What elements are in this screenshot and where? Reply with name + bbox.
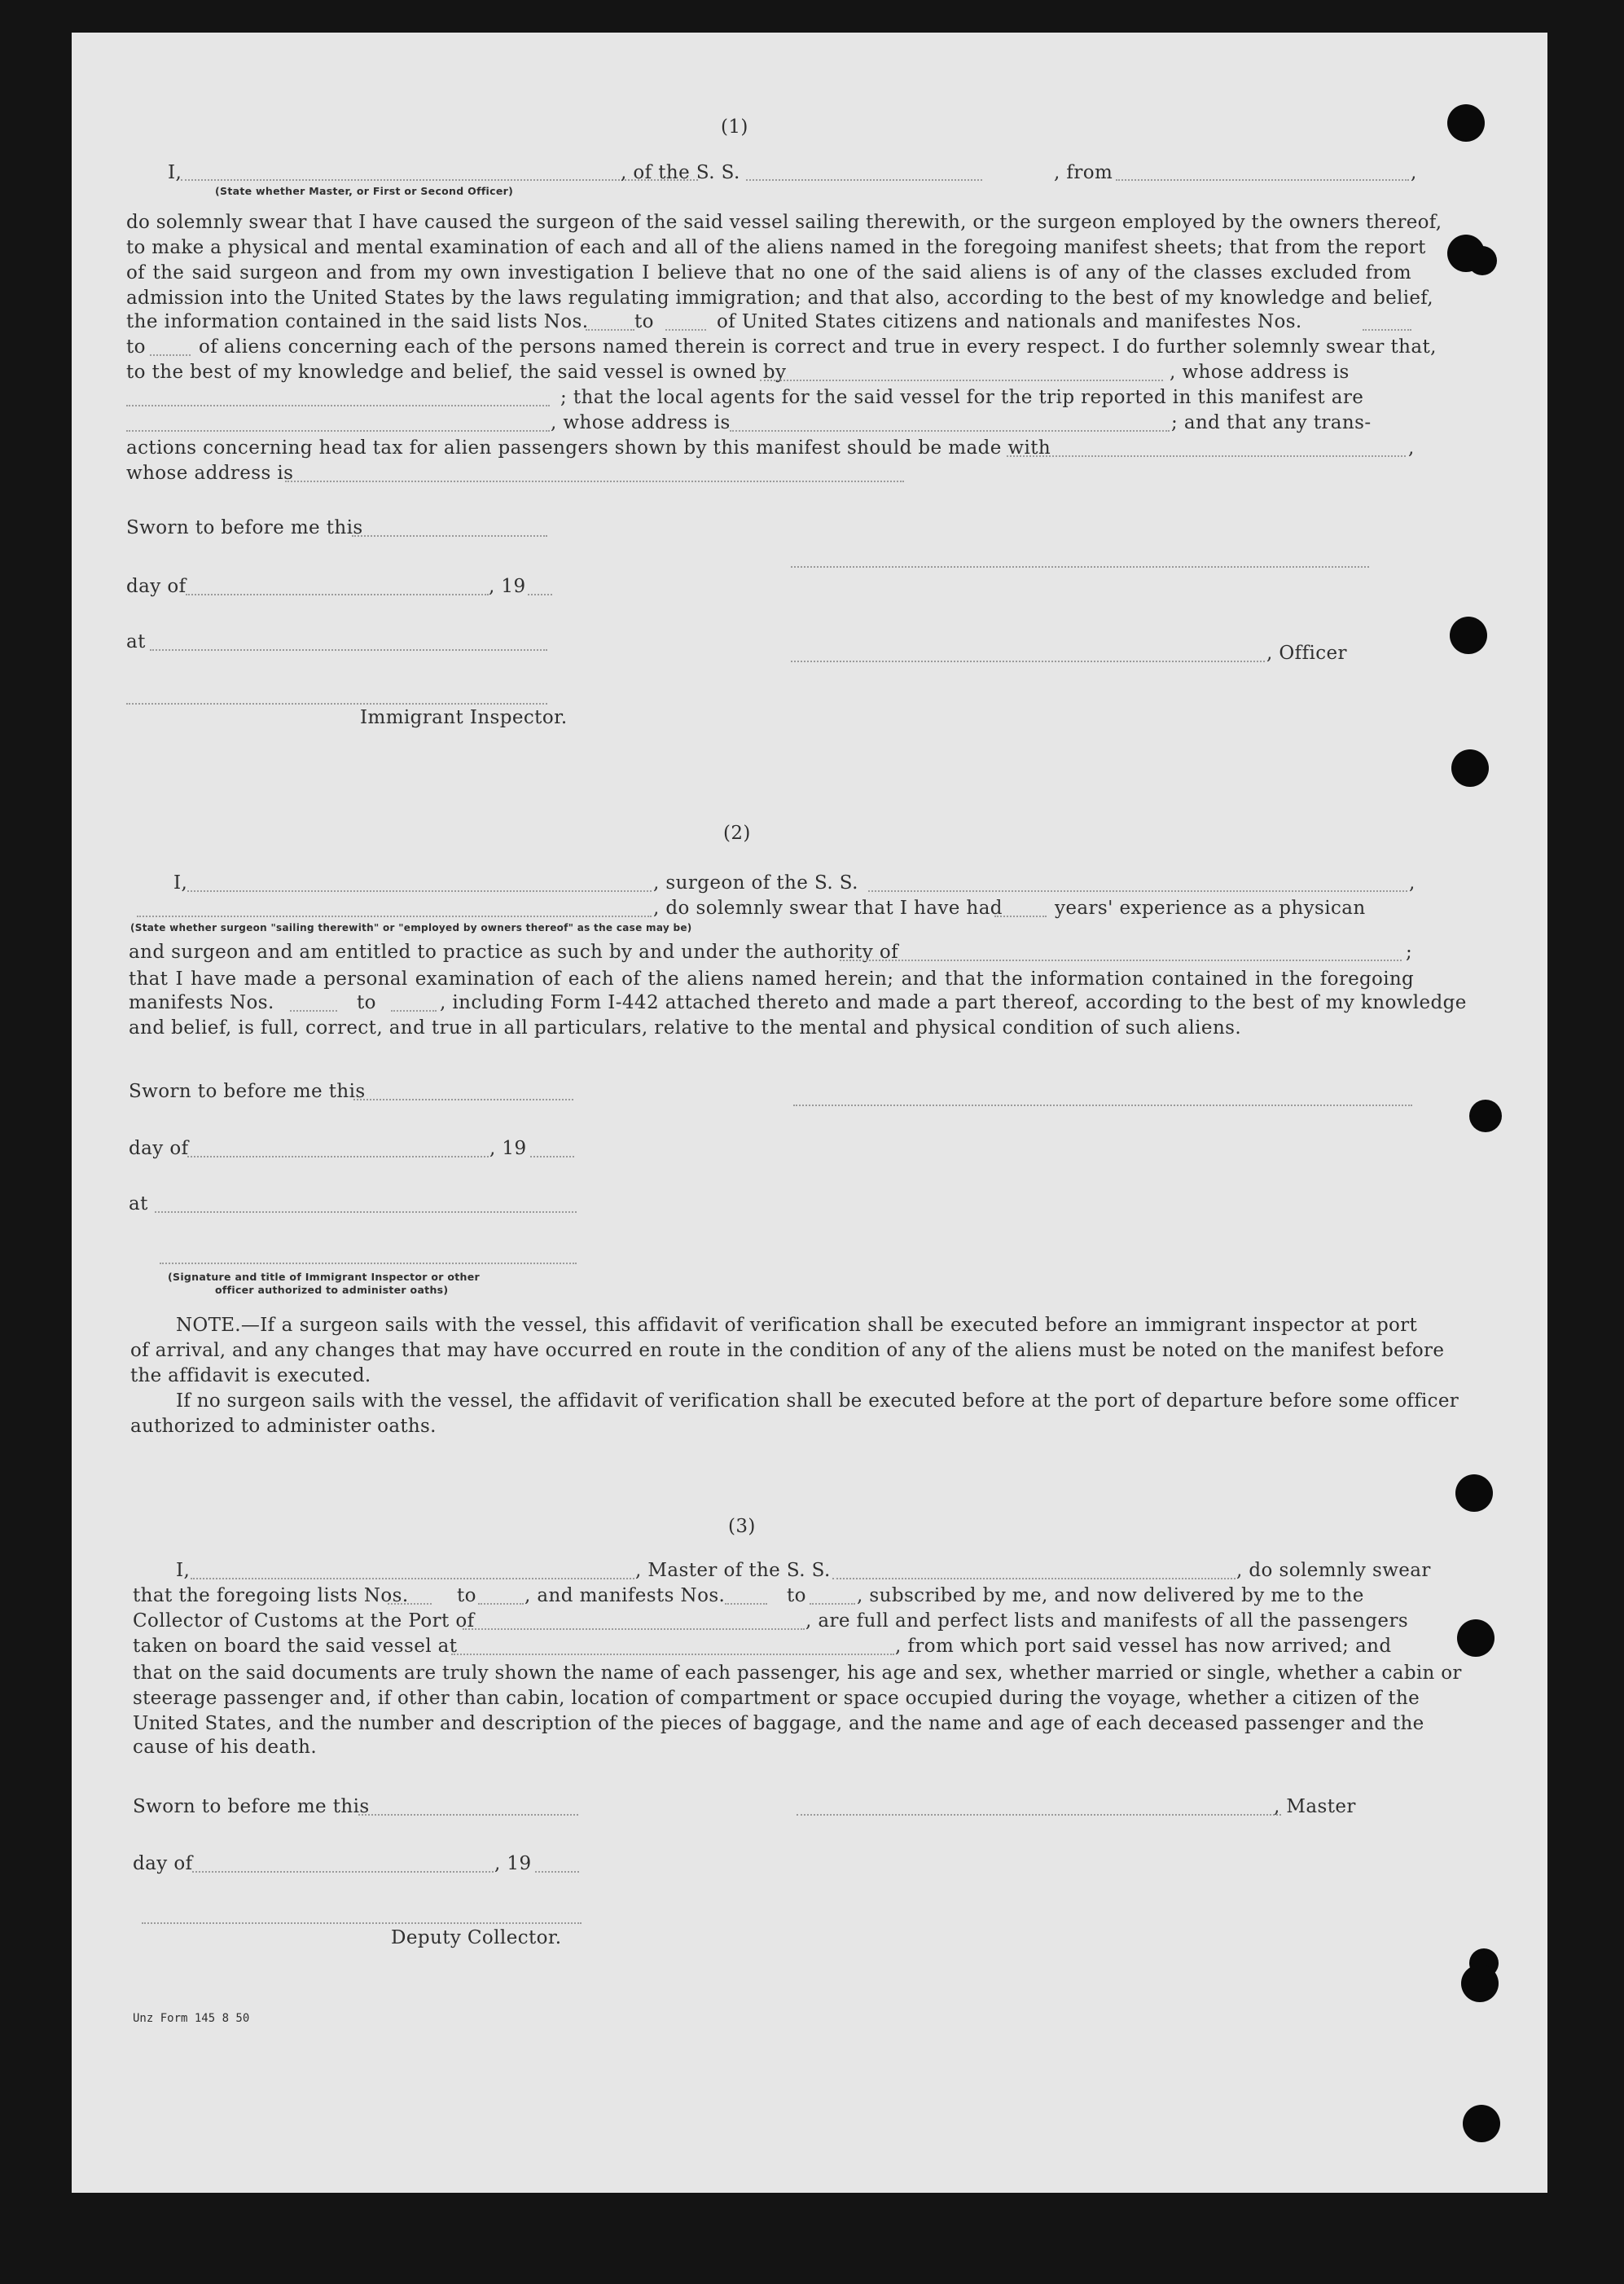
s1-signature-line-top[interactable] — [791, 566, 1369, 568]
s2-manifests-to-line[interactable] — [391, 1010, 437, 1012]
s2-l1end: ; — [1406, 942, 1413, 963]
s1-day-of: day of — [126, 576, 187, 597]
s1-l9b: ; and that any trans- — [1171, 412, 1372, 433]
s1-officer-note: (State whether Master, or First or Second Officer) — [215, 185, 514, 197]
s1-at: at — [126, 631, 146, 652]
s2-sig-note-2: officer authorized to administer oaths) — [215, 1284, 449, 1296]
s3-deputy-line[interactable] — [142, 1922, 582, 1924]
s3-nineteen: , 19 — [494, 1853, 532, 1874]
s1-l10b: , — [1408, 437, 1415, 459]
form-sheet — [72, 33, 1547, 2193]
s2-l3a: manifests Nos. — [129, 992, 274, 1013]
s2-swear-b: years' experience as a physican — [1055, 898, 1366, 919]
s1-at-line[interactable] — [150, 649, 547, 651]
s1-l6b: of aliens concerning each of the persons named therein is correct and true in every respect. I do further solemnly swear that, — [199, 336, 1437, 358]
s3-lists-to-line[interactable] — [478, 1603, 524, 1605]
s1-from-line[interactable] — [1116, 179, 1409, 181]
s2-l3c: , including Form I-442 attached thereto and made a part thereof, according to the best of my knowledge — [440, 992, 1467, 1013]
s1-inspector-line[interactable] — [126, 703, 547, 705]
s2-signature-line[interactable] — [793, 1105, 1412, 1106]
s2-sworn-line[interactable] — [353, 1099, 573, 1100]
s2-nineteen: , 19 — [489, 1138, 527, 1159]
s2-note-line-1: NOTE.—If a surgeon sails with the vessel, this affidavit of verification shall be executed before an immigrant inspector at port — [176, 1315, 1417, 1336]
s2-authority-line[interactable] — [840, 960, 1402, 961]
s3-line-3: United States, and the number and description of the pieces of baggage, and the name and age of each deceased passenger and the — [133, 1713, 1424, 1734]
s3-l3b: , from which port said vessel has now arrived; and — [895, 1636, 1392, 1657]
s1-agents-address-line[interactable] — [730, 430, 1170, 432]
s3-taken-at-line[interactable] — [451, 1654, 894, 1655]
s3-l1a: that the foregoing lists Nos. — [133, 1585, 409, 1606]
s3-ship-line[interactable] — [832, 1578, 1236, 1579]
s1-line-4: admission into the United States by the laws regulating immigration; and that also, according to the best of my knowledge and belief, — [126, 288, 1433, 309]
s2-sig-note-1: (Signature and title of Immigrant Inspector or other — [168, 1271, 480, 1283]
s3-l1d: to — [787, 1585, 806, 1606]
section-2-number: (2) — [723, 823, 751, 844]
s3-body — [133, 1661, 1462, 1737]
punch-hole-11 — [1463, 2105, 1500, 2142]
s3-last: cause of his death. — [133, 1737, 318, 1758]
s2-l4: and belief, is full, correct, and true in all particulars, relative to the mental and physical condition of such aliens. — [129, 1017, 1242, 1039]
s2-note2-line-1: If no surgeon sails with the vessel, the affidavit of verification shall be executed before at the port of departure before some officer — [176, 1390, 1459, 1412]
s1-l5a: the information contained in the said lists Nos. — [126, 311, 589, 332]
s2-i: I, — [173, 872, 188, 894]
s1-from: , from — [1054, 162, 1113, 183]
s2-sworn: Sworn to before me this — [129, 1081, 366, 1102]
s3-l2b: , are full and perfect lists and manifests of all the passengers — [805, 1610, 1409, 1632]
s2-at: at — [129, 1193, 148, 1214]
s3-l1b: to — [457, 1585, 476, 1606]
s1-l7b: , whose address is — [1170, 362, 1350, 383]
s2-surgeon-note: (State whether surgeon "sailing therewith" or "employed by owners thereof" as the case may be) — [130, 922, 692, 933]
s2-comma: , — [1409, 872, 1416, 894]
s3-sworn-line[interactable] — [358, 1814, 578, 1816]
s3-l1c: , and manifests Nos. — [525, 1585, 726, 1606]
s1-line-1: do solemnly swear that I have caused the surgeon of the said vessel sailing therewith, or the surgeon employed by the owners thereof, — [126, 212, 1442, 233]
s1-officer-label: , Officer — [1266, 643, 1347, 664]
s2-surgeon-of: , surgeon of the S. S. — [653, 872, 858, 894]
s1-l10a: actions concerning head tax for alien passengers shown by this manifest should be made with — [126, 437, 1051, 459]
s1-of-the-ss: , of the S. S. — [621, 162, 740, 183]
s1-manifests-to-line[interactable] — [150, 354, 191, 356]
punch-hole-6 — [1469, 1100, 1502, 1132]
s2-l3b: to — [357, 992, 376, 1013]
s3-master-of: , Master of the S. S. — [635, 1560, 831, 1581]
s1-year-line[interactable] — [528, 594, 552, 595]
s2-l2-block — [129, 967, 1414, 992]
s3-lists-from-line[interactable] — [388, 1603, 432, 1605]
s1-manifests-from-line[interactable] — [1363, 329, 1411, 331]
s2-capacity-line[interactable] — [137, 916, 652, 917]
s1-agents-line[interactable] — [126, 430, 550, 432]
s1-sworn-line[interactable] — [352, 535, 547, 537]
s2-l1: and surgeon and am entitled to practice as such by and under the authority of — [129, 942, 899, 963]
s1-body — [126, 210, 1442, 311]
s1-nineteen: , 19 — [489, 576, 526, 597]
s2-note — [130, 1313, 1459, 1439]
s1-l9a: , whose address is — [551, 412, 731, 433]
s2-l2: that I have made a personal examination of each of the aliens named herein; and that the information contained in the foregoing — [129, 969, 1414, 990]
s1-line-2: to make a physical and mental examination of each and all of the aliens named in the foregoing manifest sheets; that from the report — [126, 237, 1426, 258]
s1-l7a: to the best of my knowledge and belief, the said vessel is owned by — [126, 362, 787, 383]
s3-l3a: taken on board the said vessel at — [133, 1636, 458, 1657]
s3-l1e: , subscribed by me, and now delivered by me to the — [857, 1585, 1364, 1606]
s2-year-line[interactable] — [530, 1156, 574, 1157]
s1-headtax-line[interactable] — [1007, 455, 1406, 457]
s2-at-line[interactable] — [155, 1211, 577, 1213]
s3-deputy-label: Deputy Collector. — [391, 1927, 562, 1948]
s3-master-name-line[interactable] — [191, 1578, 634, 1579]
s1-i: I, — [168, 162, 182, 183]
s1-l8: ; that the local agents for the said vessel for the trip reported in this manifest are — [560, 387, 1364, 408]
s3-day-line[interactable] — [192, 1871, 494, 1873]
s3-sworn: Sworn to before me this — [133, 1796, 370, 1817]
s2-years-line[interactable] — [994, 916, 1047, 917]
s2-inspector-line[interactable] — [160, 1263, 577, 1264]
s3-line-2: steerage passenger and, if other than cabin, location of compartment or space occupied during the voyage, whether a citizen of the — [133, 1688, 1420, 1709]
s1-l5b: to — [634, 311, 654, 332]
s3-day-of: day of — [133, 1853, 193, 1874]
punch-hole-10 — [1461, 1965, 1499, 2002]
s3-manifests-to-line[interactable] — [810, 1603, 855, 1605]
punch-hole-8 — [1457, 1619, 1495, 1657]
s3-master-signature-line[interactable] — [797, 1814, 1281, 1816]
section-1-number: (1) — [721, 116, 748, 138]
s2-note2-line-2: authorized to administer oaths. — [130, 1416, 437, 1437]
s1-l11: whose address is — [126, 463, 294, 484]
s2-surgeon-name-line[interactable] — [187, 890, 652, 892]
punch-hole-7 — [1455, 1474, 1493, 1512]
s3-port-line[interactable] — [463, 1628, 805, 1630]
punch-hole-1 — [1447, 104, 1485, 142]
s1-lists-from-line[interactable] — [586, 329, 634, 331]
form-number: Unz Form 145 8 50 — [133, 2012, 250, 2025]
punch-hole-3 — [1468, 246, 1497, 275]
section-3-number: (3) — [728, 1516, 756, 1537]
s1-headtax-address-line[interactable] — [285, 481, 904, 482]
s1-sworn: Sworn to before me this — [126, 517, 363, 538]
s3-line-1: that on the said documents are truly shown the name of each passenger, his age and sex, whether married or single, whether a cabin or — [133, 1662, 1462, 1684]
punch-hole-4 — [1450, 617, 1487, 654]
s1-officer-signature-line[interactable] — [791, 661, 1265, 662]
s3-i: I, — [176, 1560, 191, 1581]
s1-l5c: of United States citizens and nationals and manifestes Nos. — [717, 311, 1302, 332]
s2-note-line-2: of arrival, and any changes that may have occurred en route in the condition of any of the aliens must be noted on the manifest before — [130, 1340, 1445, 1361]
s2-swear-a: , do solemnly swear that I have had — [653, 898, 1003, 919]
s2-day-line[interactable] — [187, 1156, 489, 1157]
s3-master-label: , Master — [1274, 1796, 1356, 1817]
s2-manifests-from-line[interactable] — [290, 1010, 337, 1012]
s3-l2a: Collector of Customs at the Port of — [133, 1610, 475, 1632]
punch-hole-5 — [1451, 749, 1489, 787]
s1-comma: , — [1411, 162, 1417, 183]
s1-inspector-label: Immigrant Inspector. — [360, 707, 568, 728]
s1-ship-name-line[interactable] — [746, 179, 982, 181]
s1-owner-address-line[interactable] — [126, 405, 550, 406]
s3-manifests-from-line[interactable] — [725, 1603, 767, 1605]
s3-swear: , do solemnly swear — [1236, 1560, 1431, 1581]
s2-ship-line[interactable] — [868, 890, 1407, 892]
s1-lists-to-line[interactable] — [665, 329, 706, 331]
s2-day-of: day of — [129, 1138, 189, 1159]
s1-owner-line[interactable] — [760, 380, 1163, 381]
s2-note-line-3: the affidavit is executed. — [130, 1365, 371, 1386]
s1-line-3: of the said surgeon and from my own investigation I believe that no one of the said aliens is of any of the classes excluded from — [126, 262, 1411, 283]
s1-l6a: to — [126, 336, 146, 358]
s3-year-line[interactable] — [535, 1871, 579, 1873]
s1-day-line[interactable] — [186, 594, 489, 595]
